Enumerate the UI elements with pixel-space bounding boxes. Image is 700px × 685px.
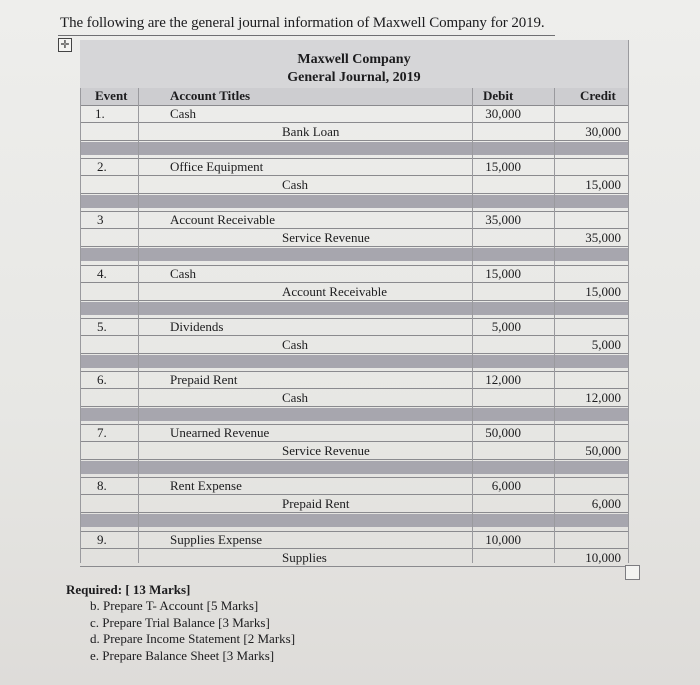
event-number: 8. [97, 478, 107, 494]
debit-account-title: Account Receivable [170, 212, 276, 228]
debit-account-title: Rent Expense [170, 478, 242, 494]
row-separator [80, 548, 628, 549]
row-separator [80, 477, 628, 478]
header-row [80, 88, 628, 105]
requirement-item: b. Prepare T- Account [5 Marks] [90, 598, 259, 613]
row-band [80, 142, 628, 155]
row-separator [80, 211, 628, 212]
checkbox[interactable] [625, 565, 640, 580]
event-number: 5. [97, 318, 107, 334]
event-number: 3 [97, 212, 104, 228]
row-separator [80, 158, 628, 159]
event-number: 2. [97, 159, 107, 175]
header-debit: Debit [483, 88, 514, 103]
credit-amount: 6,000 [591, 496, 621, 512]
credit-account-title: Service Revenue [282, 230, 370, 246]
row-separator [80, 175, 628, 176]
row-separator [80, 122, 628, 123]
debit-amount: 5,000 [491, 318, 521, 334]
row-band [80, 514, 628, 527]
row-separator [80, 371, 628, 372]
requirement-item: d. Prepare Income Statement [2 Marks] [90, 631, 296, 646]
debit-amount: 6,000 [491, 478, 521, 494]
credit-account-title: Prepaid Rent [282, 496, 350, 512]
credit-account-title: Cash [282, 336, 308, 352]
debit-account-title: Unearned Revenue [170, 425, 270, 441]
credit-amount: 15,000 [585, 283, 621, 299]
row-separator [80, 335, 628, 336]
row-separator [80, 300, 628, 301]
credit-account-title: Supplies [282, 549, 327, 565]
row-separator [80, 459, 628, 460]
credit-column-divider [554, 88, 555, 563]
debit-amount: 30,000 [485, 106, 521, 121]
row-separator [80, 318, 628, 319]
credit-account-title: Cash [282, 390, 308, 405]
intro-underline [58, 35, 555, 36]
credit-account-title: Cash [282, 177, 308, 193]
row-separator [80, 566, 628, 567]
table-right-border [628, 40, 629, 563]
event-number: 7. [97, 425, 107, 441]
row-separator [80, 388, 628, 389]
credit-amount: 5,000 [591, 336, 621, 352]
row-separator [80, 512, 628, 513]
debit-amount: 50,000 [485, 425, 521, 441]
general-journal-table [80, 40, 629, 565]
row-band [80, 408, 628, 421]
debit-account-title: Supplies Expense [170, 531, 263, 547]
row-separator [80, 105, 628, 106]
move-handle-icon[interactable]: ✛ [58, 38, 72, 52]
event-number: 6. [97, 372, 107, 387]
credit-account-title: Bank Loan [282, 124, 340, 139]
debit-account-title: Dividends [170, 318, 224, 334]
row-band [80, 461, 628, 474]
debit-account-title: Prepaid Rent [170, 372, 238, 387]
debit-amount: 15,000 [485, 265, 521, 281]
requirement-item: c. Prepare Trial Balance [3 Marks] [90, 614, 270, 630]
row-separator [80, 353, 628, 354]
event-number: 9. [97, 531, 107, 547]
row-separator [80, 441, 628, 442]
requirements-block [66, 582, 295, 664]
row-separator [80, 282, 628, 283]
row-band [80, 302, 628, 315]
credit-amount: 50,000 [585, 443, 621, 459]
row-separator [80, 531, 628, 532]
company-name: Maxwell Company [297, 52, 411, 67]
debit-amount: 35,000 [485, 212, 521, 228]
row-separator [80, 406, 628, 407]
journal-subtitle: General Journal, 2019 [287, 70, 421, 85]
requirement-item: e. Prepare Balance Sheet [3 Marks] [90, 647, 275, 663]
requirements-title: Required: [ 13 Marks] [66, 582, 191, 597]
table-left-border [80, 88, 81, 563]
row-separator [80, 265, 628, 266]
credit-account-title: Account Receivable [282, 283, 388, 299]
debit-account-title: Cash [170, 265, 196, 281]
credit-amount: 30,000 [585, 124, 621, 139]
row-separator [80, 193, 628, 194]
event-column-divider [138, 88, 139, 563]
intro-text: The following are the general journal information of Maxwell Company for 2019. [60, 15, 545, 31]
event-number: 4. [97, 265, 107, 281]
header-credit: Credit [580, 88, 616, 103]
row-band [80, 355, 628, 368]
row-band [80, 195, 628, 208]
credit-account-title: Service Revenue [282, 443, 370, 459]
header-event: Event [95, 88, 128, 103]
row-separator [80, 424, 628, 425]
credit-amount: 10,000 [585, 549, 621, 565]
credit-amount: 35,000 [585, 230, 621, 246]
debit-amount: 12,000 [485, 372, 521, 387]
debit-account-title: Cash [170, 106, 196, 121]
debit-amount: 10,000 [485, 531, 521, 547]
row-band [80, 248, 628, 261]
debit-amount: 15,000 [485, 159, 521, 175]
credit-amount: 15,000 [585, 177, 621, 193]
debit-account-title: Office Equipment [170, 159, 264, 175]
debit-column-divider [472, 88, 473, 563]
row-separator [80, 140, 628, 141]
header-account-titles: Account Titles [170, 88, 251, 103]
row-separator [80, 228, 628, 229]
row-separator [80, 246, 628, 247]
event-number: 1. [95, 106, 105, 121]
row-separator [80, 494, 628, 495]
credit-amount: 12,000 [585, 390, 621, 405]
